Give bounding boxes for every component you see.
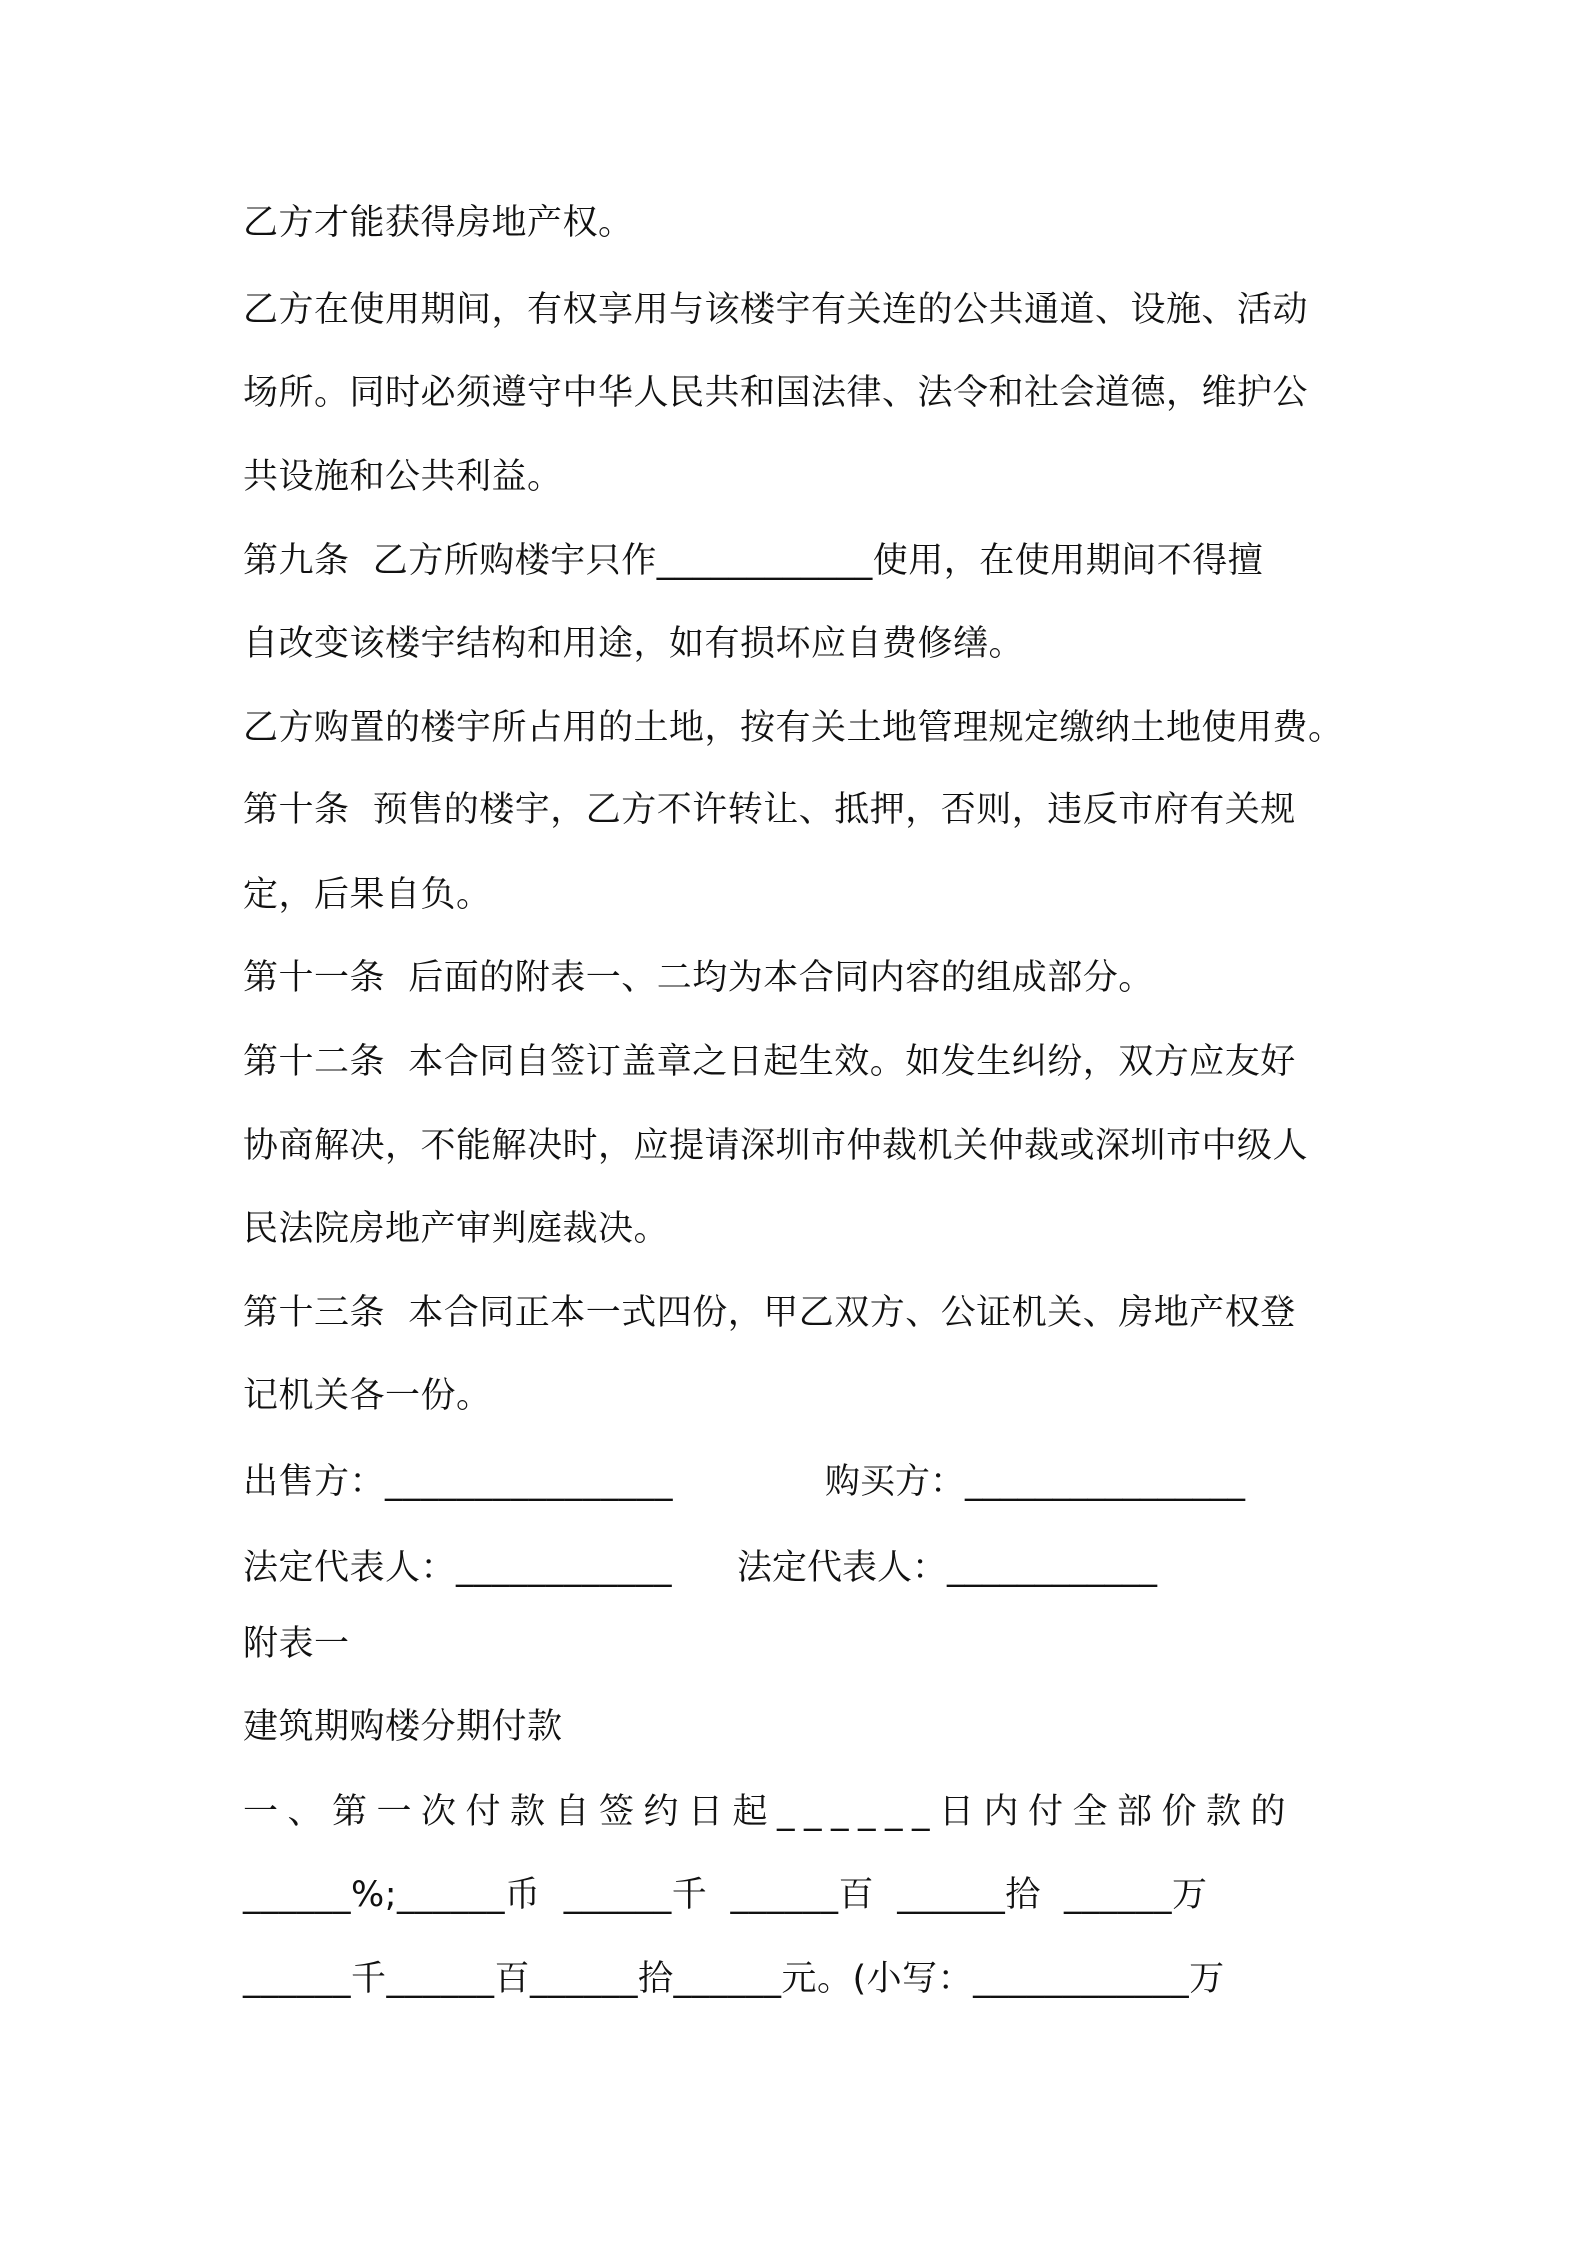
paragraph-line: 记机关各一份。 xyxy=(243,1376,492,1416)
buyer-signature-line: 购买方：________________ xyxy=(825,1462,1246,1502)
paragraph-line: 定，后果自负。 xyxy=(243,875,492,915)
paragraph-line: 乙方在使用期间，有权享用与该楼宇有关连的公共通道、设施、活动 xyxy=(243,290,1309,330)
paragraph-line: 第九条 乙方所购楼宇只作____________使用，在使用期间不得擅 xyxy=(243,541,1264,581)
payment-line: ______千______百______拾______元。(小写：____________万 xyxy=(243,1959,1225,1999)
buyer-representative-line: 法定代表人：____________ xyxy=(737,1548,1158,1588)
paragraph-line: 乙方购置的楼宇所占用的土地，按有关土地管理规定缴纳土地使用费。 xyxy=(243,708,1344,748)
paragraph-line: 第十三条 本合同正本一式四份，甲乙双方、公证机关、房地产权登 xyxy=(243,1293,1296,1333)
paragraph-line: 民法院房地产审判庭裁决。 xyxy=(243,1209,670,1249)
paragraph-line: 共设施和公共利益。 xyxy=(243,457,563,497)
paragraph-line: 第十二条 本合同自签订盖章之日起生效。如发生纠纷，双方应友好 xyxy=(243,1042,1296,1082)
paragraph-line: 第十条 预售的楼宇，乙方不许转让、抵押，否则，违反市府有关规 xyxy=(243,790,1296,830)
paragraph-line: 乙方才能获得房地产权。 xyxy=(243,203,634,243)
payment-line: ______%;______币 ______千 ______百 ______拾 ______万 xyxy=(243,1875,1208,1915)
paragraph-line: 场所。同时必须遵守中华人民共和国法律、法令和社会道德，维护公 xyxy=(243,373,1309,413)
seller-representative-line: 法定代表人：____________ xyxy=(243,1548,673,1588)
appendix-subtitle: 建筑期购楼分期付款 xyxy=(243,1707,563,1747)
payment-line: 一、第一次付款自签约日起______日内付全部价款的 xyxy=(243,1792,1296,1832)
seller-signature-line: 出售方：________________ xyxy=(243,1462,674,1502)
paragraph-line: 自改变该楼宇结构和用途，如有损坏应自费修缮。 xyxy=(243,624,1025,664)
paragraph-line: 第十一条 后面的附表一、二均为本合同内容的组成部分。 xyxy=(243,958,1154,998)
appendix-title: 附表一 xyxy=(243,1624,350,1664)
paragraph-line: 协商解决，不能解决时，应提请深圳市仲裁机关仲裁或深圳市中级人 xyxy=(243,1126,1309,1166)
